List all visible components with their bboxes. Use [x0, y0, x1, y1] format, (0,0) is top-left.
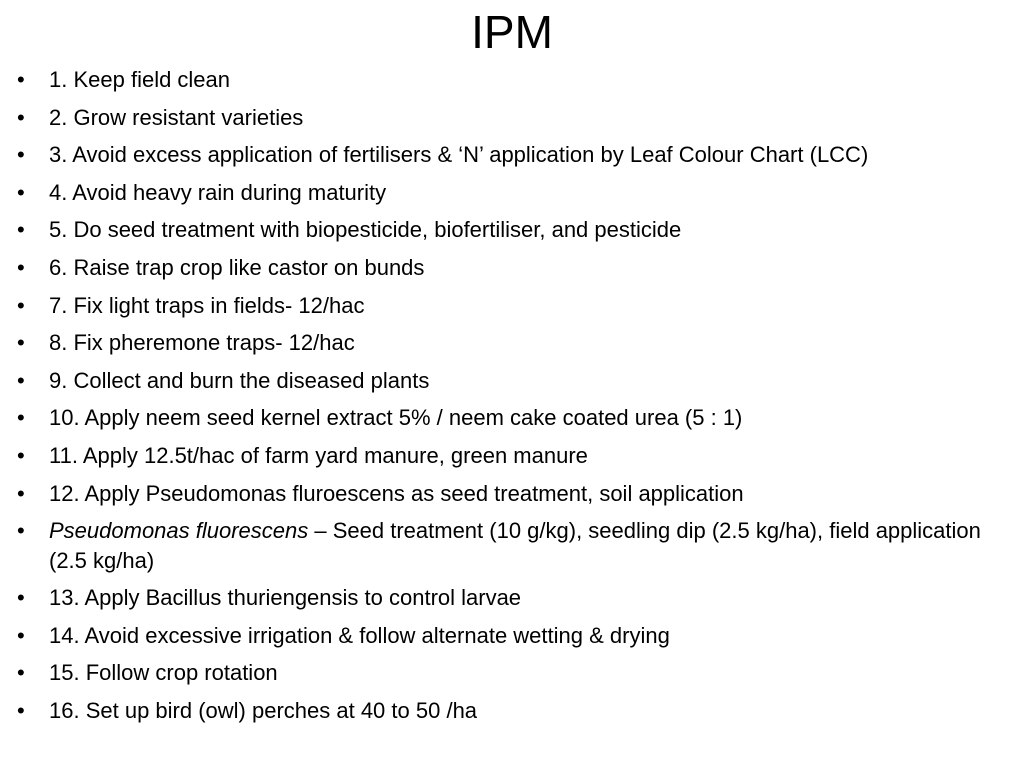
list-item-text: 5. Do seed treatment with biopesticide, biofertiliser, and pesticide — [49, 217, 682, 243]
list-item — [0, 475, 1024, 513]
bullet-icon: • — [17, 142, 25, 168]
slide-title: IPM — [471, 6, 553, 58]
bullet-icon: • — [17, 405, 25, 431]
list-item-text: 4. Avoid heavy rain during maturity — [49, 179, 387, 205]
list-item — [0, 136, 1024, 174]
bullet-icon: • — [17, 330, 25, 356]
bullet-icon: • — [17, 104, 25, 130]
list-item — [0, 249, 1024, 287]
bullet-icon: • — [17, 622, 25, 648]
list-item-text: 8. Fix pheremone traps- 12/hac — [49, 330, 355, 356]
species-name: Pseudomonas fluorescens — [49, 518, 309, 544]
list-item — [0, 512, 1024, 579]
list-item — [0, 61, 1024, 99]
list-item — [0, 99, 1024, 137]
list-item-text: 2. Grow resistant varieties — [49, 104, 304, 130]
list-item — [0, 399, 1024, 437]
list-item-text: 10. Apply neem seed kernel extract 5% / neem cake coated urea (5 : 1) — [49, 405, 743, 431]
bullet-icon: • — [17, 518, 25, 544]
bullet-icon: • — [17, 480, 25, 506]
list-item — [0, 617, 1024, 655]
bullet-icon: • — [17, 697, 25, 723]
list-item — [0, 324, 1024, 362]
bullet-icon: • — [17, 660, 25, 686]
list-item — [0, 174, 1024, 212]
list-item-text: 6. Raise trap crop like castor on bunds — [49, 254, 425, 280]
list-item-text: 13. Apply Bacillus thuriengensis to control larvae — [49, 585, 522, 611]
list-item-text: 14. Avoid excessive irrigation & follow alternate wetting & drying — [49, 622, 670, 648]
bullet-icon: • — [17, 67, 25, 92]
list-item-text: – Seed treatment (10 g/kg), seedling dip (2.5 kg/ha), field application (2.5 kg/ha) — [49, 518, 981, 574]
list-item — [0, 579, 1024, 617]
list-item-text: 1. Keep field clean — [49, 67, 231, 92]
list-item-text: 11. Apply 12.5t/hac of farm yard manure, green manure — [49, 442, 588, 468]
bullet-icon: • — [17, 217, 25, 243]
bullet-icon: • — [17, 179, 25, 205]
list-item — [0, 287, 1024, 325]
list-item — [0, 437, 1024, 475]
list-item-text: 12. Apply Pseudomonas fluroescens as seed treatment, soil application — [49, 480, 744, 506]
bullet-icon: • — [17, 442, 25, 468]
list-item-text: 15. Follow crop rotation — [49, 660, 278, 686]
list-item-text: 9. Collect and burn the diseased plants — [49, 367, 430, 393]
bullet-icon: • — [17, 292, 25, 318]
bullet-icon: • — [17, 585, 25, 611]
bullet-list — [0, 61, 1024, 730]
list-item-text: 3. Avoid excess application of fertilisers & ‘N’ application by Leaf Colour Chart (LCC) — [49, 142, 869, 168]
list-item — [0, 211, 1024, 249]
bullet-icon: • — [17, 254, 25, 280]
list-item — [0, 654, 1024, 692]
list-item-text: 16. Set up bird (owl) perches at 40 to 50 /ha — [49, 697, 478, 723]
list-item — [0, 362, 1024, 400]
list-item-text: 7. Fix light traps in fields- 12/hac — [49, 292, 365, 318]
bullet-icon: • — [17, 367, 25, 393]
list-item — [0, 692, 1024, 730]
